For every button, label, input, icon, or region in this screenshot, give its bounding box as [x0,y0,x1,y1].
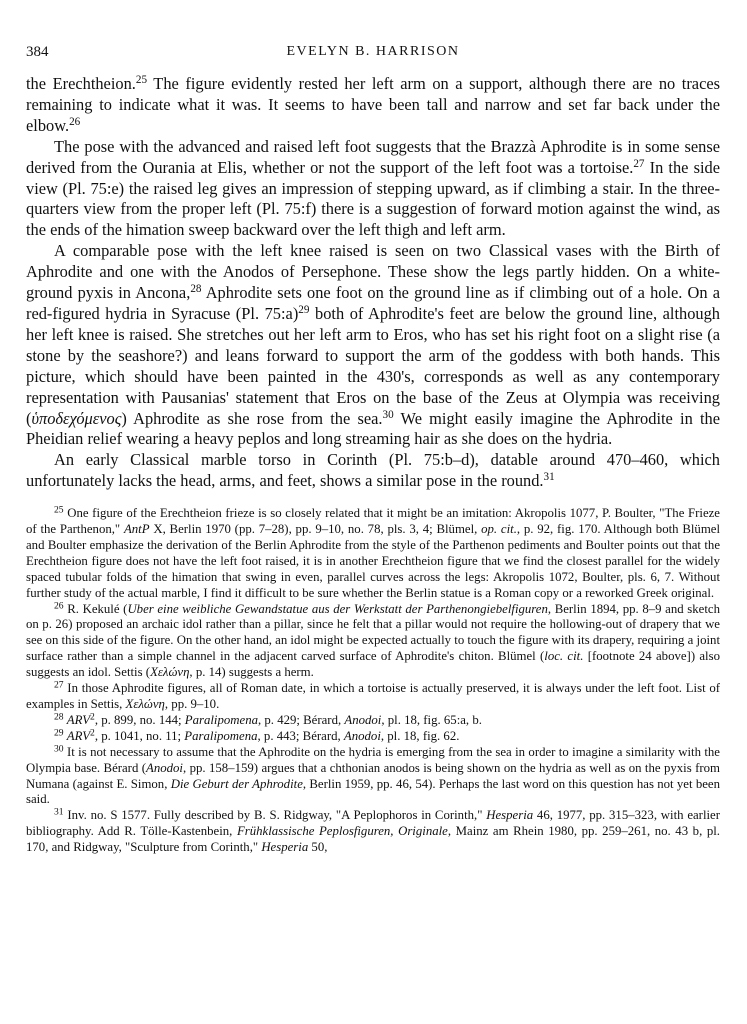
page-number: 384 [26,44,49,60]
footnote-27: $^{27}$ In those Aphrodite figures, all of Roman date, in which a tortoise is actually preserved, it is always under the left foot. List of examples in Settis, Χελώνη, pp. 9–10. [26,679,720,711]
main-text [26,74,720,492]
footnote-29: $^{29}$ ARV$^2$, p. 1041, no. 11; Paralipomena, p. 443; Bérard, Anodoi, pl. 18, fig. 62. [54,727,460,743]
footnote-25: $^{25}$ One figure of the Erechtheion frieze is so closely related that it might be an imitation: Akropolis 1077, P. Boulter, "The Frieze of the Parthenon," AntP X, Berlin 1970 (pp. 7–28), pp. 9–10, no. 78, pls. 3, 4; Blümel, op. cit., p. 92, fig. 170. Although both Blümel and Boulter emphasize the derivation of the Berlin Aphrodite from the style of the Parthenon pediments and Boulter points out that the Erechtheion figure does not have the left foot raised, it is in another Erechtheion figure that we find the closest parallel for the widely spaced tubular folds of the himation that swing in even, parallel curves across the legs: Akropolis 1072, Boulter, pls. 6, 7. Without further study of the actual marble, I find it difficult to be sure whether the Berlin statue is a Roman copy or a reworked Greek original. [26,504,721,600]
footnote-28: $^{28}$ ARV$^2$, p. 899, no. 144; Paralipomena, p. 429; Bérard, Anodoi, pl. 18, fig. 65:a, b. [54,711,482,727]
paragraph: the Erechtheion.$^{25}$ The figure evidently rested her left arm on a support, although there are no traces remaining to indicate what it was. It seems to have been tall and narrow and set far back under the elbow.$^{26}$ [26,73,720,135]
paragraph: An early Classical marble torso in Corinth (Pl. 75:b–d), datable around 470–460, which unfortunately lacks the head, arms, and feet, shows a similar pose in the round.$^{31}$ [26,450,720,491]
running-head: EVELYN B. HARRISON [286,44,460,59]
footnotes [26,506,720,856]
paragraph: The pose with the advanced and raised left foot suggests that the Brazzà Aphrodite is in some sense derived from the Ourania at Elis, whether or not the support of the left foot was a tortoise.$^{27}$ In the side view (Pl. 75:e) the raised leg gives an impression of stepping upward, as if climbing a stair. In the three-quarters view from the proper left (Pl. 75:f) there is a suggestion of forward motion against the wind, as the ends of the himation sweep backward over the left thigh and left arm. [26,136,720,240]
paragraph: A comparable pose with the left knee raised is seen on two Classical vases with the Birth of Aphrodite and one with the Anodos of Persephone. These show the legs partly hidden. On a white-ground pyxis in Ancona,$^{28}$ Aphrodite sets one foot on the ground line as if climbing out of a hole. On a red-figured hydria in Syracuse (Pl. 75:a)$^{29}$ both of Aphrodite's feet are below the ground line, although her left knee is raised. She stretches out her left arm to Eros, who has set his right foot on a slight rise (a stone by the seashore?) and leans forward to support the arm of the goddess with both hands. This picture, which should have been painted in the 430's, corresponds as well as any contemporary representation with Pausanias' statement that Eros on the base of the Zeus at Olympia was receiving (ὑποδεχόμενος) Aphrodite as she rose from the sea.$^{30}$ We might easily imagine the Aphrodite in the Pheidian relief wearing a heavy peplos and long streaming hair as she does on the hydria. [26,241,721,449]
footnote-30: $^{30}$ It is not necessary to assume that the Aphrodite on the hydria is emerging from the sea in order to imagine a similarity with the Olympia base. Bérard (Anodoi, pp. 158–159) argues that a chthonian anodos is being shown on the hydria as well as on the pyxis from Numana (against E. Simon, Die Geburt der Aphrodite, Berlin 1959, pp. 46, 54). Perhaps the last word on this question has not yet been said. [26,743,720,807]
page-header [26,44,720,74]
footnote-26: $^{26}$ R. Kekulé (Uber eine weibliche Gewandstatue aus der Werkstatt der Parthenongiebelfiguren, Berlin 1894, pp. 8–9 and sketch on p. 26) proposed an archaic idol rather than a pillar, since he felt that a pillar would not require the hollowing-out of drapery that we see on this side of the figure. On the other hand, an idol might be expected actually to touch the figure with its drapery, requiring a joint surface rather than a simple channel in the adjacent carved surface of Aphrodite's chiton. Blümel (loc. cit. [footnote 24 above]) also suggests an idol. Settis (Χελώνη, p. 14) suggests a herm. [26,600,720,680]
journal-page [26,44,720,856]
footnote-31: $^{31}$ Inv. no. S 1577. Fully described by B. S. Ridgway, "A Peplophoros in Corinth," Hesperia 46, 1977, pp. 315–323, with earlier bibliography. Add R. Tölle-Kastenbein, Frühklassische Peplosfiguren, Originale, Mainz am Rhein 1980, pp. 259–261, no. 43 b, pl. 170, and Ridgway, "Sculpture from Corinth," Hesperia 50, [26,807,721,855]
